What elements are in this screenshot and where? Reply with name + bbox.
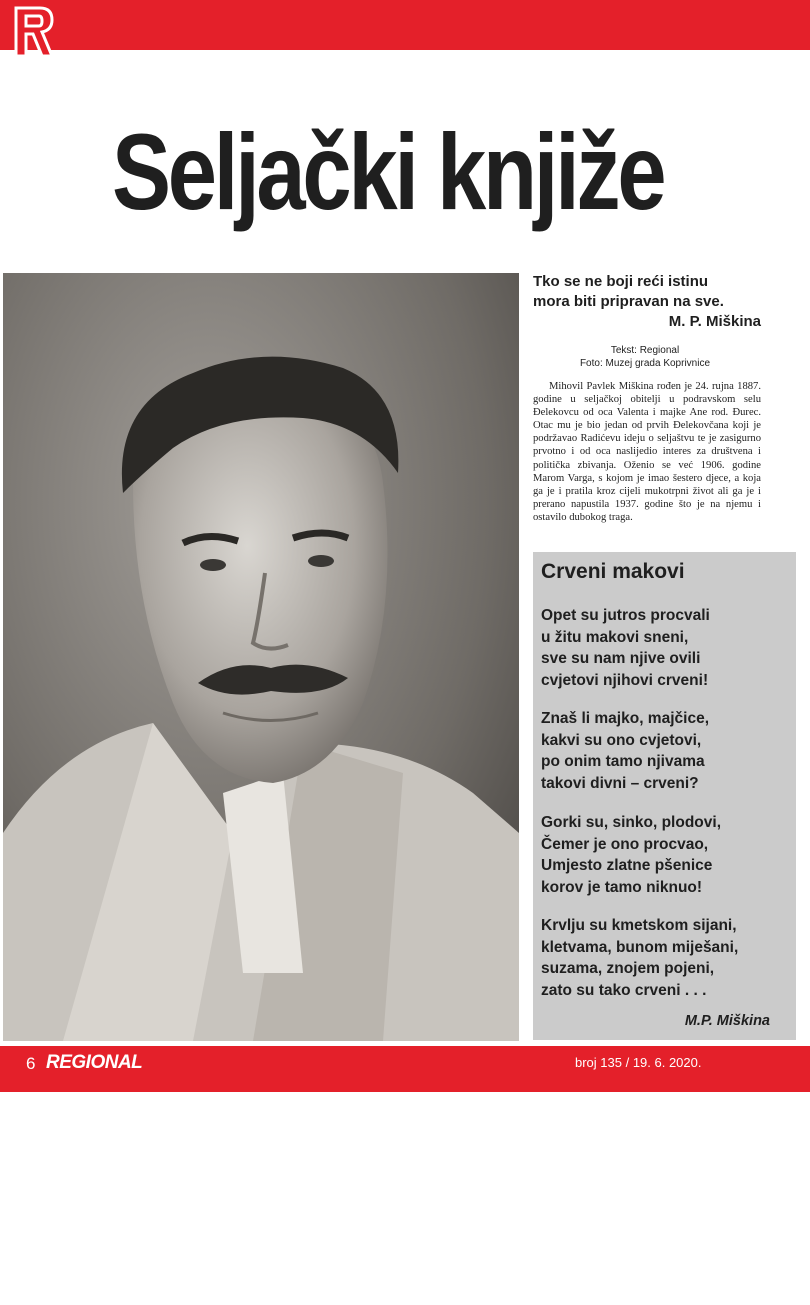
poem-title: Crveni makovi bbox=[541, 560, 685, 583]
poem-stanza bbox=[541, 708, 709, 794]
poem-stanza bbox=[541, 915, 738, 1001]
quote-line: mora biti pripravan na sve. bbox=[533, 293, 724, 310]
poem-stanza bbox=[541, 605, 710, 691]
pull-quote bbox=[533, 272, 761, 332]
poem-line: Opet su jutros procvali bbox=[541, 607, 710, 624]
poem-line: Umjesto zlatne pšenice bbox=[541, 857, 713, 874]
poem-stanza bbox=[541, 812, 721, 898]
poem-line: Čemer je ono procvao, bbox=[541, 835, 709, 853]
poem-box bbox=[533, 552, 796, 1040]
text-credit: Tekst: Regional bbox=[610, 345, 680, 356]
poem-line: suzama, znojem pojeni, bbox=[541, 960, 715, 977]
page-number: 6 bbox=[26, 1054, 36, 1073]
quote-line: Tko se ne boji reći istinu bbox=[533, 273, 709, 290]
poem-line: Gorki su, sinko, plodovi, bbox=[541, 814, 721, 831]
poem-line: takovi divni – crveni? bbox=[541, 774, 699, 792]
intro-paragraph: Mihovil Pavlek Miškina rođen je 24. rujna 1887. godine u seljačkoj obitelji u podravskom selu Đelekovcu od oca Valenta i majke Ane rod. Đurec. Otac mu je bio jedan od prvih Đelekovčana koji je podržavao Radićevu ideju o seljaštvu te je zasigurno prvotno i od oca naslijedio interes za društvena i politička zbivanja. Oženio se već 1906. godine Marom Varga, s kojom je imao šestero djece, a koja ga je i pratila kroz cijeli mukotrpni život ali ga je i prerano napustila 1937. godine što je na njemu i ostavilo dubokog traga. bbox=[533, 381, 761, 523]
poem-line: zato su tako crveni . . . bbox=[541, 981, 707, 999]
poem-line: korov je tamo niknuo! bbox=[541, 878, 703, 896]
quote-author: M. P. Miškina bbox=[668, 313, 761, 330]
poem-author: M.P. Miškina bbox=[684, 1013, 770, 1029]
poem-line: Znaš li majko, majčice, bbox=[541, 710, 709, 727]
poem-line: sve su nam njive ovili bbox=[541, 650, 701, 667]
footer-bar bbox=[0, 1046, 810, 1092]
photo-caption: Mihovil Pavlek Miškina 1935. godine bbox=[55, 1294, 219, 1305]
headline: Seljački knjiže bbox=[112, 111, 664, 232]
poem-line: cvjetovi njihovi crveni! bbox=[541, 671, 709, 689]
photo-credit: Foto: Muzej grada Koprivnice bbox=[579, 358, 711, 369]
brand-logo: REGIONAL bbox=[46, 1052, 143, 1073]
poem-line: po onim tamo njivama bbox=[541, 753, 705, 770]
poem-line: Krvlju su kmetskom sijani, bbox=[541, 917, 737, 934]
issue-info: broj 135 / 19. 6. 2020. bbox=[575, 1055, 702, 1070]
credits bbox=[560, 344, 730, 370]
portrait-illustration bbox=[3, 273, 519, 1041]
poem-line: u žitu makovi sneni, bbox=[541, 628, 689, 646]
poem-line: kletvama, bunom miješani, bbox=[541, 938, 739, 956]
poem-line: kakvi su ono cvjetovi, bbox=[541, 731, 702, 749]
headline-area bbox=[0, 0, 810, 260]
